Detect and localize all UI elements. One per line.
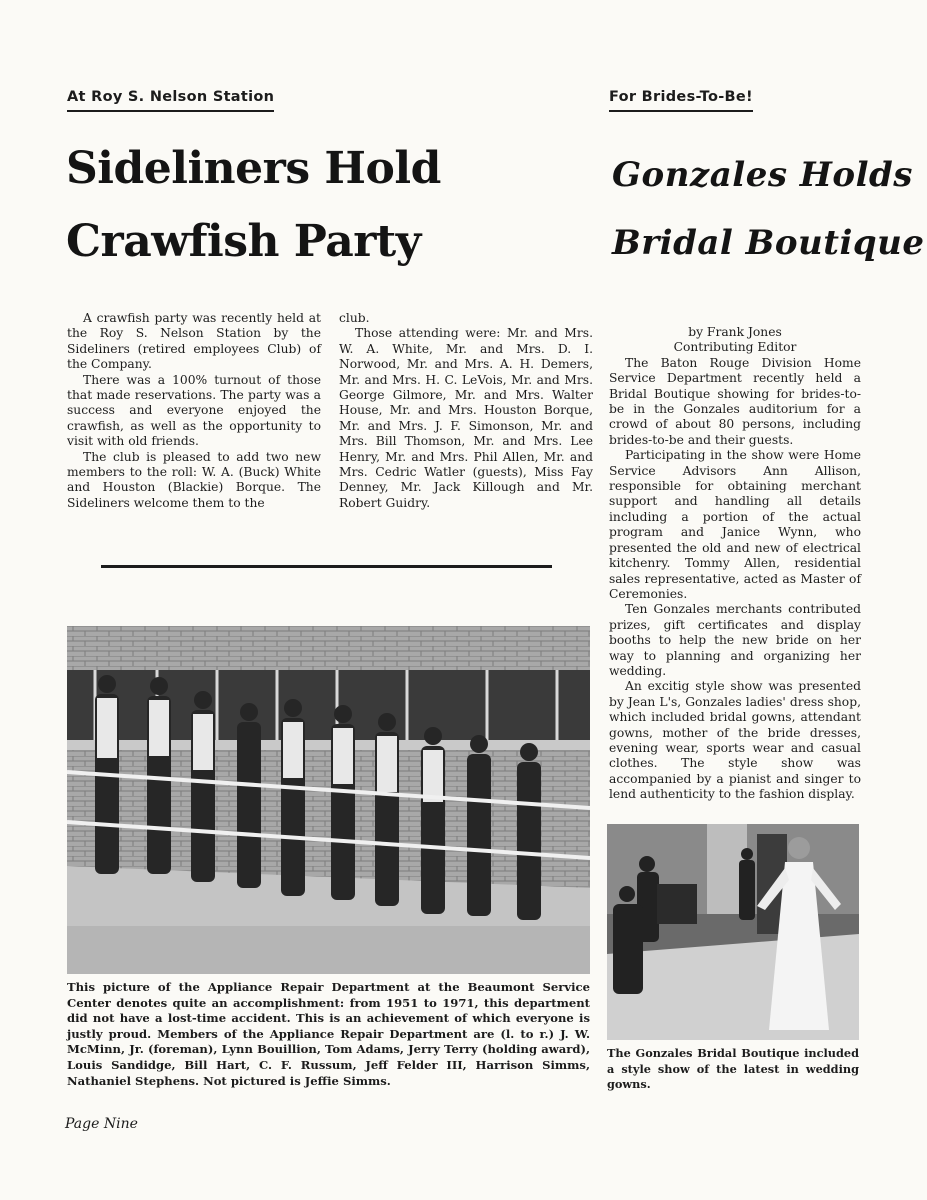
left-headline-line2: Crawfish Party bbox=[66, 216, 421, 267]
paragraph: club. bbox=[339, 311, 370, 325]
left-story-column-1 bbox=[67, 311, 321, 511]
bridal-photo-image bbox=[607, 824, 859, 1040]
right-story-column bbox=[609, 325, 861, 803]
byline-role: Contributing Editor bbox=[673, 340, 797, 355]
left-story-column-2 bbox=[339, 311, 593, 511]
paragraph: An excitig style show was presented by Jean L's, Gonzales ladies' dress shop, which included bridal gowns, attendant gowns, mother of the bride dresses, evening wear, sports wear and casual clothes. The style show was accompanied by a pianist and singer to lend authenticity to the fashion display. bbox=[609, 679, 861, 802]
paragraph: The Baton Rouge Division Home Service Department recently held a Bridal Boutique showing for brides-to-be in the Gonzales auditorium for a crowd of about 80 persons, including brides-to-be and their guests. bbox=[609, 355, 861, 447]
paragraph: Those attending were: Mr. and Mrs. W. A. White, Mr. and Mrs. D. I. Norwood, Mr. and Mrs. A. H. Demers, Mr. and Mrs. H. C. LeVois, Mr. and Mrs. George Gilmore, Mr. and Mrs. Walter House, Mr. and Mrs. Houston Borque, Mr. and Mrs. J. F. Simonson, Mr. and Mrs. Bill Thomson, Mr. and Mrs. Lee Henry, Mr. and Mrs. Phil Allen, Mr. and Mrs. Cedric Watler (guests), Miss Fay Denney, Mr. Jack Killough and Mr. Robert Guidry. bbox=[339, 326, 593, 510]
right-kicker: For Brides-To-Be! bbox=[609, 89, 753, 112]
left-kicker: At Roy S. Nelson Station bbox=[67, 89, 274, 112]
right-headline-line1: Gonzales Holds bbox=[612, 155, 913, 195]
paragraph: There was a 100% turnout of those that made reservations. The party was a success and everyone enjoyed the crawfish, as well as the opportunity to visit with old friends. bbox=[67, 372, 321, 449]
group-photo-image bbox=[67, 626, 590, 974]
section-divider bbox=[101, 565, 552, 568]
paragraph: Participating in the show were Home Service Advisors Ann Allison, responsible for obtaining merchant support and handling all details including a portion of the actual program and Janice Wynn, who presented the old and new of electrical kitchenry. Tommy Allen, residential sales representative, acted as Master of Ceremonies. bbox=[609, 448, 861, 601]
group-photo-caption: This picture of the Appliance Repair Department at the Beaumont Service Center denotes quite an accomplishment: from 1951 to 1971, this department did not have a lost-time accident. This is an achievement of which everyone is justly proud. Members of the Appliance Repair Department are (l. to r.) J. W. McMinn, Jr. (foreman), Lynn Bouillion, Tom Adams, Jerry Terry (holding award), Louis Sandidge, Bill Hart, C. F. Russum, Jeff Felder III, Harrison Simms, Nathaniel Stephens. Not pictured is Jeffie Simms. bbox=[67, 980, 590, 1088]
group-photo bbox=[67, 626, 590, 974]
bridal-photo-caption: The Gonzales Bridal Boutique included a style show of the latest in wedding gowns. bbox=[607, 1046, 859, 1092]
right-headline-line2: Bridal Boutique bbox=[612, 223, 925, 263]
page-number: Page Nine bbox=[65, 1116, 138, 1132]
paragraph: Ten Gonzales merchants contributed prizes, gift certificates and display booths to help the new bride on her way to planning and organizing her wedding. bbox=[609, 602, 861, 678]
bridal-photo bbox=[607, 824, 859, 1040]
paragraph: The club is pleased to add two new members to the roll: W. A. (Buck) White and Houston (Blackie) Borque. The Sideliners welcome them to the bbox=[67, 449, 321, 510]
left-headline-line1: Sideliners Hold bbox=[66, 143, 441, 194]
paragraph: A crawfish party was recently held at the Roy S. Nelson Station by the Sideliners (retired employees Club) of the Company. bbox=[67, 311, 321, 372]
byline: by Frank Jones bbox=[688, 325, 782, 339]
